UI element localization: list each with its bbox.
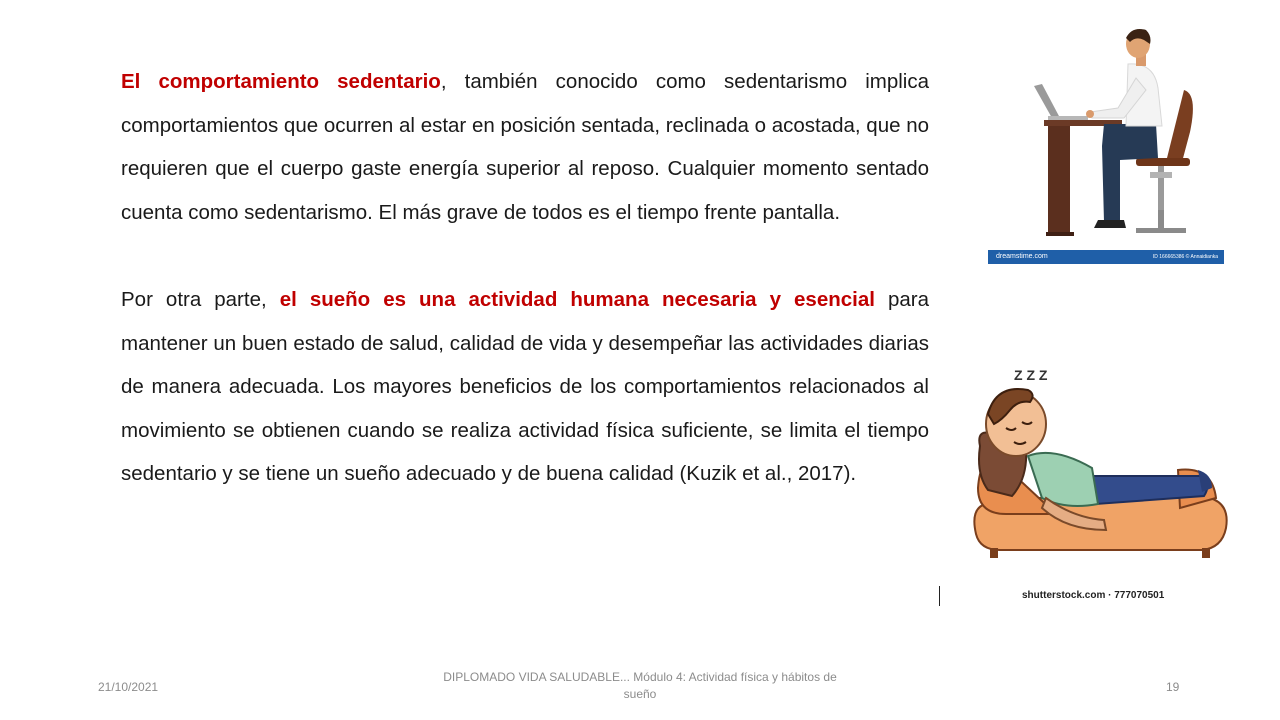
paragraph-sleep: [121, 278, 929, 496]
footer-page-number: 19: [1166, 680, 1180, 694]
footer-title: DIPLOMADO VIDA SALUDABLE... Módulo 4: Actividad física y hábitos de sueño: [443, 670, 837, 701]
paragraph-sedentary-text: , también conocido como sedentarismo implica comportamientos que ocurren al estar en posición sentada, reclinada o acostada, que no requieren que el cuerpo gaste energía superior al reposo. Cualquier momento sentado cuenta como sedentarismo. El más grave de todos es el tiempo frente pantalla.: [121, 70, 929, 224]
dreamstime-watermark: [988, 250, 1224, 264]
sitting-man-illustration: [986, 22, 1226, 268]
text-cursor: [939, 586, 940, 606]
dreamstime-watermark-label: dreamstime.com: [996, 253, 1048, 260]
paragraph-sedentary: [121, 60, 929, 234]
shutterstock-caption: shutterstock.com · 777070501: [1022, 590, 1165, 601]
highlight-sedentary: El comportamiento sedentario: [121, 70, 441, 93]
zzz-text: Z Z Z: [1014, 367, 1048, 383]
paragraph-sleep-intro: Por otra parte,: [121, 288, 280, 311]
highlight-sleep: el sueño es una actividad humana necesaria y esencial: [279, 288, 875, 311]
footer-date: 21/10/2021: [98, 680, 159, 694]
dreamstime-watermark-id: ID 166665386 © Annaidianka: [1152, 254, 1218, 260]
slide-body-text: [121, 60, 929, 496]
paragraph-sleep-text: para mantener un buen estado de salud, calidad de vida y desempeñar las actividades diarias de manera adecuada. Los mayores beneficios de los comportamientos relacionados al movimiento se obtienen cuando se realiza actividad física suficiente, se limita el tiempo sedentario y se tiene un sueño adecuado y de buena calidad (Kuzik et al., 2017).: [121, 288, 930, 485]
sleeping-man-illustration: [966, 358, 1232, 574]
